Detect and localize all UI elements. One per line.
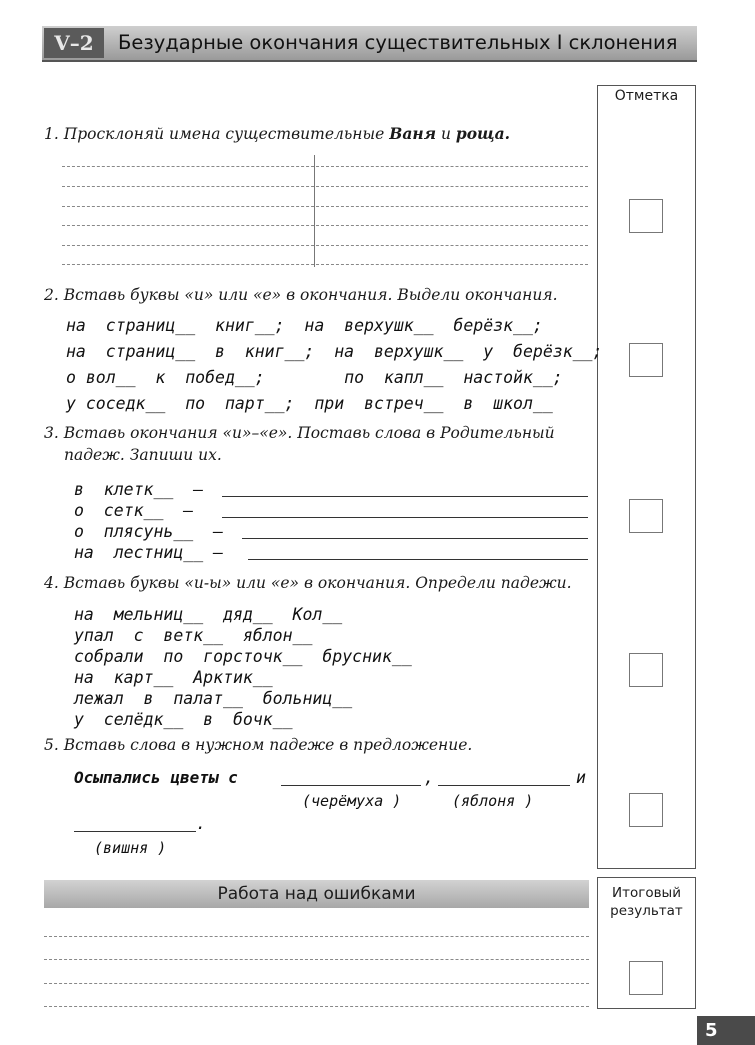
task3-item: на лестниц__ – [74,543,224,562]
task2-line: у соседк__ по парт__; при встреч__ в школ__ [66,394,553,413]
task1-line [62,245,588,246]
final-result-label: Итоговый результат [610,885,683,919]
errors-line[interactable] [44,1006,589,1007]
task3-answer-line[interactable] [222,496,588,497]
task2-line: о вол__ к побед__; по капл__ настойк__; [66,368,563,387]
task4-line: лежал в палат__ больниц__ [74,689,353,708]
task1-line [62,186,588,187]
task5-hint-3: (вишня ) [94,839,167,857]
task4-line: упал с ветк__ яблон__ [74,626,313,645]
task4-line: на мельниц__ дяд__ Кол__ [74,605,343,624]
task5-sentence: Осыпались цветы с [74,768,238,787]
worksheet-code: V–2 [44,28,104,58]
task4-line: у селёдк__ в бочк__ [74,710,293,729]
task1-line [62,264,588,265]
errors-line[interactable] [44,983,589,984]
task1-line [62,225,588,226]
task5-comma: , [424,768,434,787]
page-number: 5 [697,1016,755,1045]
task1-line [62,206,588,207]
mark-box-task5[interactable] [629,793,663,827]
mark-column-label: Отметка [614,88,679,104]
task3-title-line2: падеж. Запиши их. [64,446,222,464]
mark-box-task2[interactable] [629,343,663,377]
mark-box-task4[interactable] [629,653,663,687]
task2-line: на страниц__ книг__; на верхушк__ берёзк__; [66,316,543,335]
task3-item: о плясунь__ – [74,522,224,541]
task5-hint-1: (черёмуха ) [302,792,402,810]
task3-title-line1: 3. Вставь окончания «и»–«е». Поставь слова в Родительный [44,424,555,442]
final-result-box[interactable] [629,961,663,995]
errors-line[interactable] [44,936,589,937]
errors-line[interactable] [44,959,589,960]
mark-box-task3[interactable] [629,499,663,533]
task1-divider [314,155,315,267]
mark-box-task1[interactable] [629,199,663,233]
task5-dot: . [196,814,206,833]
task2-title: 2. Вставь буквы «и» или «е» в окончания. Выдели окончания. [44,286,558,304]
task2-line: на страниц__ в книг__; на верхушк__ у берёзк__; [66,342,603,361]
task5-hint-2: (яблоня ) [452,792,534,810]
task5-answer-line-1[interactable] [281,785,421,786]
task5-and: и [576,768,586,787]
task3-item: в клетк__ – [74,480,204,499]
task5-title: 5. Вставь слова в нужном падеже в предложение. [44,736,473,754]
task4-line: на карт__ Арктик__ [74,668,273,687]
errors-section-title: Работа над ошибками [217,884,416,904]
task3-item: о сетк__ – [74,501,194,520]
task5-answer-line-3[interactable] [74,831,196,832]
task5-answer-line-2[interactable] [438,785,570,786]
task3-answer-line[interactable] [222,517,588,518]
task1-title: 1. Просклоняй имена существительные Ваня и роща. [44,124,511,143]
task3-answer-line[interactable] [248,559,588,560]
task1-line [62,166,588,167]
task4-title: 4. Вставь буквы «и-ы» или «е» в окончания. Определи падежи. [44,574,572,592]
worksheet-title: Безударные окончания существительных I склонения [118,31,678,54]
task4-line: собрали по горсточк__ брусник__ [74,647,412,666]
task3-answer-line[interactable] [242,538,588,539]
